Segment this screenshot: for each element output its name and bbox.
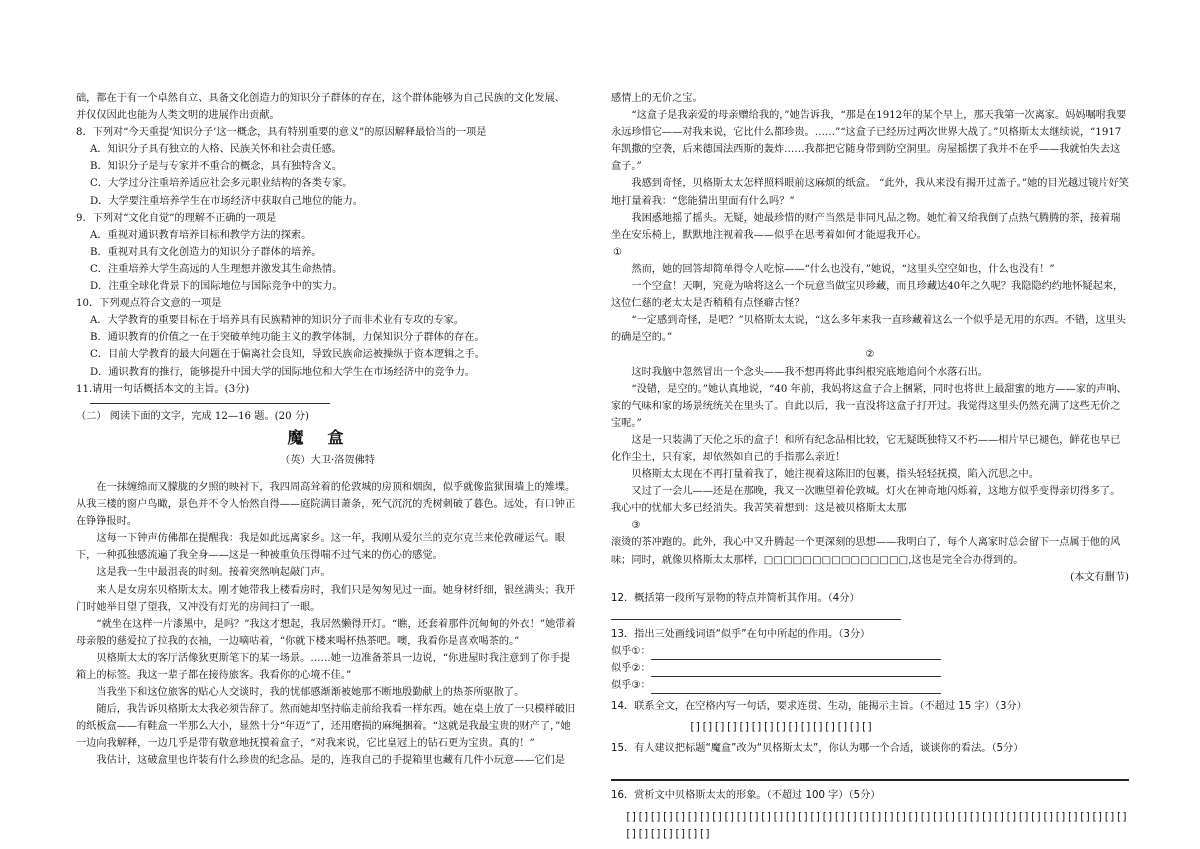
- q10-option-a: A．大学教育的重要目标在于培养具有民族精神的知识分子而非术业有专攻的专家。: [90, 315, 465, 327]
- story-paragraph: 这是我一生中最沮丧的时刻。接着突然响起敲门声。: [96, 567, 331, 579]
- blank-marker-3: ③: [631, 520, 641, 532]
- story-paragraph: “没错，是空的。”她认真地说，“40 年前，我妈将这盒子合上捆紧，同时也将世上最甜蜜的地方——家的声响、家的气味和家的场景统统关在里头了。自此以后，我一直没将这盒子打开过。我觉得这里头仍然充满了这些无价之宝呢。”: [611, 383, 1127, 429]
- q8-option-d: D．大学要注重培养学生在市场经济中获取自己地位的能力。: [90, 195, 364, 207]
- q15-answer-divider: [611, 779, 1129, 781]
- story-paragraph: 这时我脑中忽然冒出一个念头——我不想再将此事纠根究底地追问个水落石出。: [631, 366, 988, 378]
- q13-stem: 13．指出三处画线词语“似乎”在句中所起的作用。（3分）: [611, 628, 871, 640]
- q8-stem: 8．下列对“今天重提‘知识分子’这一概念，具有特别重要的意义”的原因解释最恰当的一项是: [76, 127, 487, 139]
- story-paragraph: 来人是女房东贝格斯太太。刚才她带我上楼看房时，我们只是匆匆见过一面。她身材纤细，银丝满头；我开门时她举目望了望我，又冲没有灯光的房间扫了一眼。: [76, 584, 576, 613]
- story-paragraph: 当我坐下和这位旅客的贴心人交谈时，我的忧郁感渐渐被她那不断地殷勤献上的热茶所驱散了。: [96, 687, 525, 699]
- q16-answer-boxes[interactable]: [][][][][][][][][][][][][][][][][][][][][][][][][][][][][][][][][][][][][][][][][][][][][][][][]: [625, 811, 1128, 840]
- q12-answer-line[interactable]: [611, 619, 901, 620]
- story-paragraph: “一定感到奇怪，是吧？”贝格斯太太说，“这么多年来我一直珍藏着这么一个似乎是无用的东西。不错，这里头的确是空的。”: [611, 315, 1126, 344]
- story-paragraph: 然而，她的回答却简单得令人吃惊——“什么也没有，”她说，“这里头空空如也，什么也没有！”: [631, 263, 1055, 275]
- intro-line-2: 并仅仅因此也能为人类文明的进展作出贡献。: [76, 110, 280, 122]
- q9-option-a: A．重视对通识教育培养目标和教学方法的探索。: [90, 229, 312, 241]
- q13-answer-line-1[interactable]: [651, 648, 941, 660]
- q8-option-c: C．大学过分注重培养适应社会多元职业结构的各类专家。: [90, 178, 353, 190]
- q13-answer-row: [611, 660, 1129, 677]
- left-column: [76, 90, 579, 770]
- story-paragraph: 我困惑地摇了摇头。无疑，她最珍惜的财产当然是非同凡品之物。她忙着又给我倒了点热气腾腾的茶，接着瑞坐在安乐椅上，默默地注视着我——似乎在思考着如何才能逗我开心。: [611, 212, 1121, 241]
- right-column: [611, 90, 1129, 843]
- q10-option-b: B．通识教育的价值之一在于突破单纯功能主义的教学体制，力保知识分子群体的存在。: [90, 332, 485, 344]
- q8-option-b: B．知识分子是与专家并不重合的概念，具有独特含义。: [90, 161, 342, 173]
- story-paragraph: 我估计，这破盒里也许装有什么珍贵的纪念品。是的，连我自己的手提箱里也藏有几件小玩意——它们是: [96, 755, 566, 767]
- story-paragraph: 贝格斯太太的客厅活像狄更斯笔下的某一场景。……她一边准备茶具一边说，“你进屋时我注意到了你手提箱上的标签。我这一辈子都在接待旅客。我看你的心境不佳。”: [76, 652, 571, 681]
- story-paragraph: 这是一只装满了天伦之乐的盒子！和所有纪念品相比较，它无疑既独特又不朽——相片早已褪色，鲜花也早已化作尘土，只有家，却依然如自己的手指那么亲近！: [611, 434, 1121, 463]
- story-paragraph: 这每一下钟声仿佛都在提醒我：我是如此远离家乡。这一年，我刚从爱尔兰的克尔克兰来伦敦碰运气。眼下，一种孤独感流遍了我全身——这是一种被重负压得喘不过气来的伤心的感觉。: [76, 533, 566, 562]
- q13-label-1: 似乎①：: [611, 645, 651, 657]
- q15-stem: 15．有人建议把标题“魔盒”改为“贝格斯太太”，你认为哪一个合适，谈谈你的看法。（5分）: [611, 743, 1024, 755]
- q9-stem: 9．下列对“文化自觉”的理解不正确的一项是: [76, 212, 277, 224]
- q11-answer-line[interactable]: [90, 403, 330, 404]
- intro-line-1: 础，都在于有一个卓然自立、具备文化创造力的知识分子群体的存在，这个群体能够为自己民族的文化发展、: [76, 93, 565, 104]
- q9-option-c: C．注重培养大学生高远的人生理想并激发其生命热情。: [90, 263, 343, 275]
- q8-option-a: A．知识分子具有独立的人格、民族关怀和社会责任感。: [90, 144, 342, 156]
- story-author: （英）大卫·洛贺佛特: [280, 454, 375, 466]
- q10-option-d: D．通识教育的推行，能够提升中国大学的国际地位和大学生在市场经济中的竞争力。: [90, 366, 476, 378]
- q9-option-b: B．重视对具有文化创造力的知识分子群体的培养。: [90, 246, 322, 258]
- q11-stem: 11.请用一句话概括本文的主旨。(3分): [76, 383, 250, 395]
- q13-answer-row: [611, 643, 1129, 660]
- q14-stem: 14．联系全文，在空格内写一句话，要求连贯、生动，能揭示主旨。（不超过 15 字）（3分）: [611, 701, 1027, 713]
- story-paragraph: 一个空盒！天啊，究竟为啥将这么一个玩意当做宝贝珍藏，而且珍藏达40年之久呢？我隐隐约约地怀疑起来，这位仁慈的老太太是否稍稍有点怪癖古怪？: [611, 281, 1124, 310]
- story-paragraph: 贝格斯太太现在不再打量着我了，她注视着这陈旧的包裹，指头轻轻抚摸，陷入沉思之中。: [631, 469, 1039, 481]
- story-paragraph: “这盒子是我亲爱的母亲赠给我的，”她告诉我，“那是在1912年的某个早上，那天我第一次离家。妈妈嘱咐我要永远珍惜它——对我来说，它比什么都珍贵。……”“这盒子已经历过两次世界大战了。”贝格斯太太继续说，“1917 年凯撒的空袭，后来德国法西斯的轰炸……我都把它随身带到防空洞里。房屋摇摆了我并不在乎——我就怕失去这盒子。”: [611, 110, 1127, 173]
- story-paragraph: 我感到奇怪，贝格斯太太怎样照料眼前这麻烦的纸盒。 “此外，我从来没有揭开过盖子。”她的目光越过镜片好笑地打量着我：“您能猜出里面有什么吗？”: [611, 178, 1129, 207]
- q16-stem: 16．赏析文中贝格斯太太的形象。（不超过 100 字）（5分）: [611, 790, 881, 802]
- blank-marker-2: ②: [865, 349, 875, 361]
- blank-marker-1: ①: [613, 246, 623, 258]
- story-paragraph: 感情上的无价之宝。: [611, 93, 703, 104]
- q13-answer-line-3[interactable]: [651, 682, 941, 694]
- section-2-heading: （二） 阅读下面的文字，完成 12—16 题。(20 分): [76, 410, 309, 422]
- q14-answer-boxes[interactable]: [][][][][][][][][][][][][][][]: [689, 722, 874, 734]
- q10-stem: 10．下列观点符合文意的一项是: [76, 298, 222, 310]
- q9-option-d: D．注重全球化背景下的国际地位与国际竞争中的实力。: [90, 281, 343, 293]
- story-title: 魔盒: [287, 427, 368, 447]
- q12-stem: 12．概括第一段所写景物的特点并简析其作用。（4分）: [611, 592, 860, 604]
- story-paragraph: 又过了一会儿——还是在那晚，我又一次瞧望着伦敦城。灯火在神奇地闪烁着，这地方似乎变得亲切得多了。我心中的忧郁大多已经消失。我苦笑着想到：这是被贝格斯太太那: [611, 486, 1121, 515]
- story-paragraph: 在一抹缠绵而又朦胧的夕照的映衬下，我四周高耸着的伦敦城的房顶和烟囱，似乎就像监狱围墙上的雉堞。从我三楼的窗户鸟瞰，景色并不令人怡然自得——庭院满目萧条，死气沉沉的秃树刺破了暮色。远处，有口钟正在铮铮报时。: [76, 481, 576, 528]
- q10-option-c: C．目前大学教育的最大问题在于偏离社会良知，导致民族命运被操纵于资本逻辑之手。: [90, 349, 485, 361]
- q13-label-3: 似乎③：: [611, 680, 651, 692]
- story-paragraph: 随后，我告诉贝格斯太太我必须告辞了。然而她却坚持临走前给我看一样东西。她在桌上放了一只模样破旧的纸板盒——有鞋盒一半那么大小，显然十分“年迈”了，还用磨损的麻绳捆着。“这就是我最宝贵的财产了，”她一边向我解释，一边几乎是带有敬意地抚摸着盒子，“对我来说，它比皇冠上的钻石更为宝贵。真的！”: [76, 704, 576, 750]
- q13-label-2: 似乎②：: [611, 663, 651, 674]
- story-paragraph-end: 滚烫的茶冲跑的。此外，我心中又升腾起一个更深刻的思想——我明白了，每个人离家时总会留下一点属于他的风味；同时，就像贝格斯太太那样，□□□□□□□□□□□□□□□,这也是完全合办得到的。: [611, 537, 1121, 566]
- abridged-note: (本文有删节): [1070, 571, 1129, 583]
- story-paragraph: “就坐在这样一片漆黑中，是吗？”我这才想起，我居然懒得开灯。“瞧，还套着那件沉甸甸的外衣！”她带着母亲般的慈爱拉了拉我的衣袖，一边嘀咕着，“你就下楼来喝杯热茶吧。噢，我看你是喜欢喝茶的。”: [76, 618, 576, 647]
- q13-answer-row: [611, 677, 1129, 694]
- q13-answer-line-2[interactable]: [651, 665, 941, 677]
